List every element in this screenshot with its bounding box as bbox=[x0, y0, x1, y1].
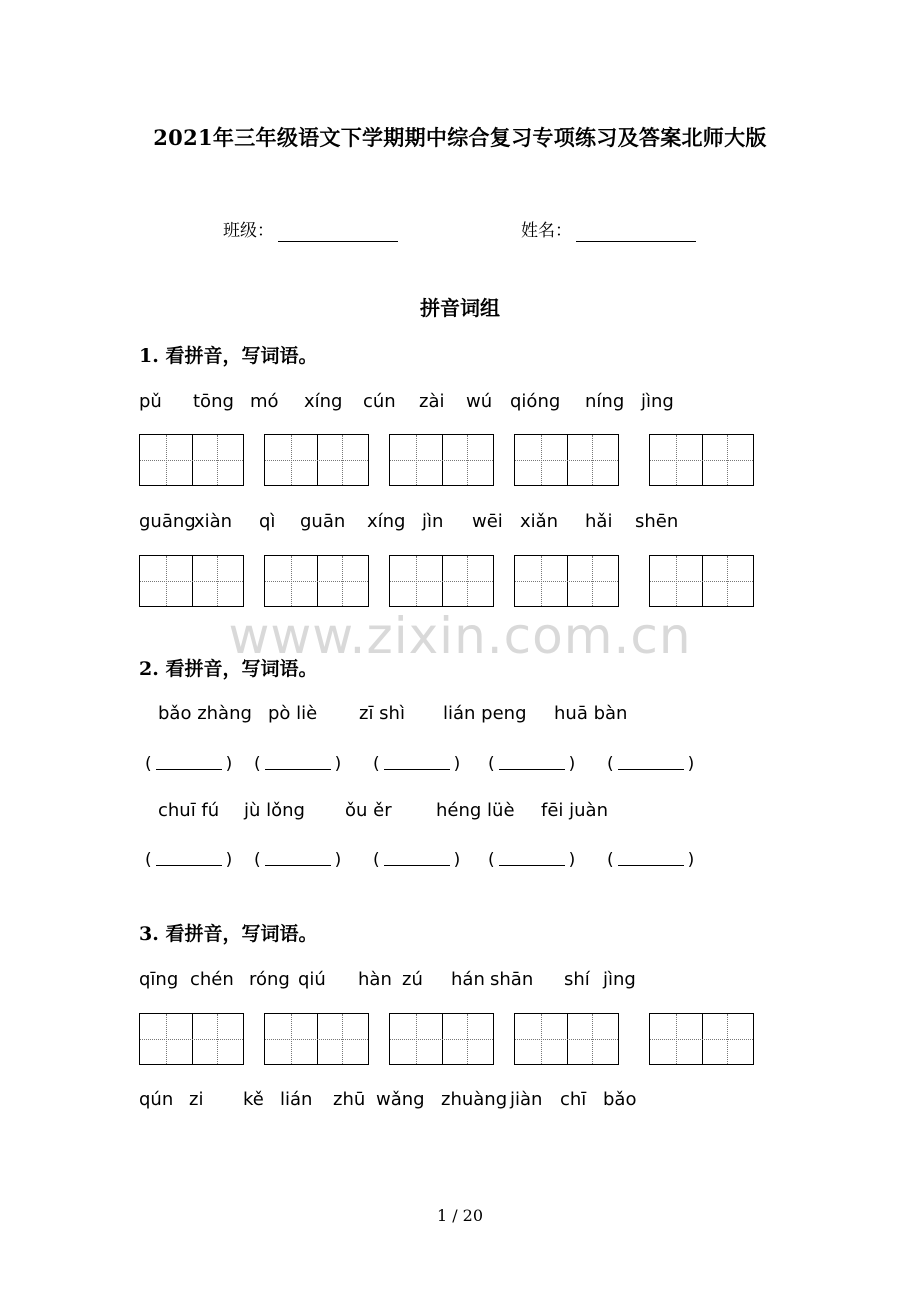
pinyin: zú bbox=[402, 969, 423, 990]
writing-grid[interactable] bbox=[389, 434, 494, 486]
pinyin: xíng bbox=[304, 391, 343, 412]
writing-grid[interactable] bbox=[389, 1013, 494, 1065]
pinyin: chén bbox=[190, 969, 234, 990]
answer-blank[interactable]: ( ) bbox=[488, 754, 576, 774]
pinyin: kě bbox=[243, 1089, 264, 1110]
pinyin: lián bbox=[280, 1089, 313, 1110]
class-field bbox=[223, 216, 398, 242]
pinyin: jiàn bbox=[510, 1089, 543, 1110]
writing-grid[interactable] bbox=[139, 434, 244, 486]
pinyin: zhuàng bbox=[441, 1089, 508, 1110]
answer-blank[interactable]: ( ) bbox=[254, 754, 342, 774]
pinyin: bǎo zhàng bbox=[158, 703, 252, 724]
writing-grid[interactable] bbox=[139, 555, 244, 607]
writing-grid[interactable] bbox=[649, 434, 754, 486]
pinyin: mó bbox=[250, 391, 279, 412]
answer-blank[interactable]: ( ) bbox=[254, 850, 342, 870]
answer-blank[interactable]: ( ) bbox=[145, 850, 233, 870]
pinyin: shí bbox=[564, 969, 590, 990]
pinyin: níng bbox=[585, 391, 625, 412]
question-2-title: 2. 看拼音，写词语。 bbox=[139, 658, 318, 680]
pinyin: guāng bbox=[139, 511, 196, 532]
answer-blank[interactable]: ( ) bbox=[145, 754, 233, 774]
pinyin: zi bbox=[189, 1089, 204, 1110]
pinyin: hán bbox=[451, 969, 485, 990]
pinyin: róng bbox=[249, 969, 290, 990]
pinyin: qióng bbox=[510, 391, 561, 412]
pinyin: qīng bbox=[139, 969, 179, 990]
name-label: 姓名： bbox=[521, 221, 572, 241]
pinyin: jìn bbox=[422, 511, 444, 532]
pinyin: guān bbox=[300, 511, 346, 532]
pinyin: huā bàn bbox=[554, 703, 628, 724]
pinyin: shān bbox=[490, 969, 534, 990]
watermark: www.zixin.com.cn bbox=[228, 607, 692, 665]
pinyin: shēn bbox=[635, 511, 679, 532]
writing-grid[interactable] bbox=[264, 555, 369, 607]
name-blank[interactable] bbox=[576, 240, 696, 242]
answer-blank[interactable]: ( ) bbox=[373, 850, 461, 870]
pinyin: bǎo bbox=[603, 1089, 637, 1110]
pinyin: zhū bbox=[333, 1089, 366, 1110]
pinyin: jìng bbox=[603, 969, 636, 990]
class-label: 班级： bbox=[223, 221, 274, 241]
answer-blank[interactable]: ( ) bbox=[373, 754, 461, 774]
question-1-title: 1. 看拼音，写词语。 bbox=[139, 345, 318, 367]
pinyin: chī bbox=[560, 1089, 587, 1110]
pinyin: wēi bbox=[472, 511, 503, 532]
writing-grid[interactable] bbox=[389, 555, 494, 607]
pinyin: lián peng bbox=[443, 703, 527, 724]
pinyin: wǎng bbox=[376, 1089, 425, 1110]
name-field bbox=[521, 216, 696, 242]
pinyin: qún bbox=[139, 1089, 174, 1110]
pinyin: pò liè bbox=[268, 703, 318, 724]
pinyin: xiǎn bbox=[520, 511, 559, 532]
writing-grid[interactable] bbox=[264, 1013, 369, 1065]
writing-grid[interactable] bbox=[649, 555, 754, 607]
pinyin: hàn bbox=[358, 969, 392, 990]
pinyin: ǒu ěr bbox=[345, 800, 392, 821]
pinyin: qiú bbox=[298, 969, 326, 990]
answer-blank[interactable]: ( ) bbox=[607, 850, 695, 870]
pinyin: cún bbox=[363, 391, 396, 412]
question-3-title: 3. 看拼音，写词语。 bbox=[139, 923, 318, 945]
pinyin: xiàn bbox=[194, 511, 233, 532]
writing-grid[interactable] bbox=[514, 434, 619, 486]
pinyin: fēi juàn bbox=[541, 800, 608, 821]
writing-grid[interactable] bbox=[649, 1013, 754, 1065]
pinyin: tōng bbox=[193, 391, 234, 412]
pinyin: chuī fú bbox=[158, 800, 220, 821]
pinyin: wú bbox=[466, 391, 493, 412]
class-blank[interactable] bbox=[278, 240, 398, 242]
pinyin: jìng bbox=[641, 391, 674, 412]
writing-grid[interactable] bbox=[514, 555, 619, 607]
pinyin: xíng bbox=[367, 511, 406, 532]
pinyin: zài bbox=[419, 391, 445, 412]
pinyin: zī shì bbox=[359, 703, 405, 724]
pinyin: hǎi bbox=[585, 511, 613, 532]
page-number: 1 / 20 bbox=[436, 1206, 484, 1225]
writing-grid[interactable] bbox=[264, 434, 369, 486]
document-title: 2021年三年级语文下学期期中综合复习专项练习及答案北师大版 bbox=[153, 125, 767, 150]
section-title: 拼音词组 bbox=[420, 296, 500, 320]
answer-blank[interactable]: ( ) bbox=[607, 754, 695, 774]
writing-grid[interactable] bbox=[139, 1013, 244, 1065]
pinyin: héng lüè bbox=[436, 800, 515, 821]
pinyin: jù lǒng bbox=[244, 800, 305, 821]
writing-grid[interactable] bbox=[514, 1013, 619, 1065]
pinyin: qì bbox=[259, 511, 276, 532]
pinyin: pǔ bbox=[139, 391, 162, 412]
answer-blank[interactable]: ( ) bbox=[488, 850, 576, 870]
